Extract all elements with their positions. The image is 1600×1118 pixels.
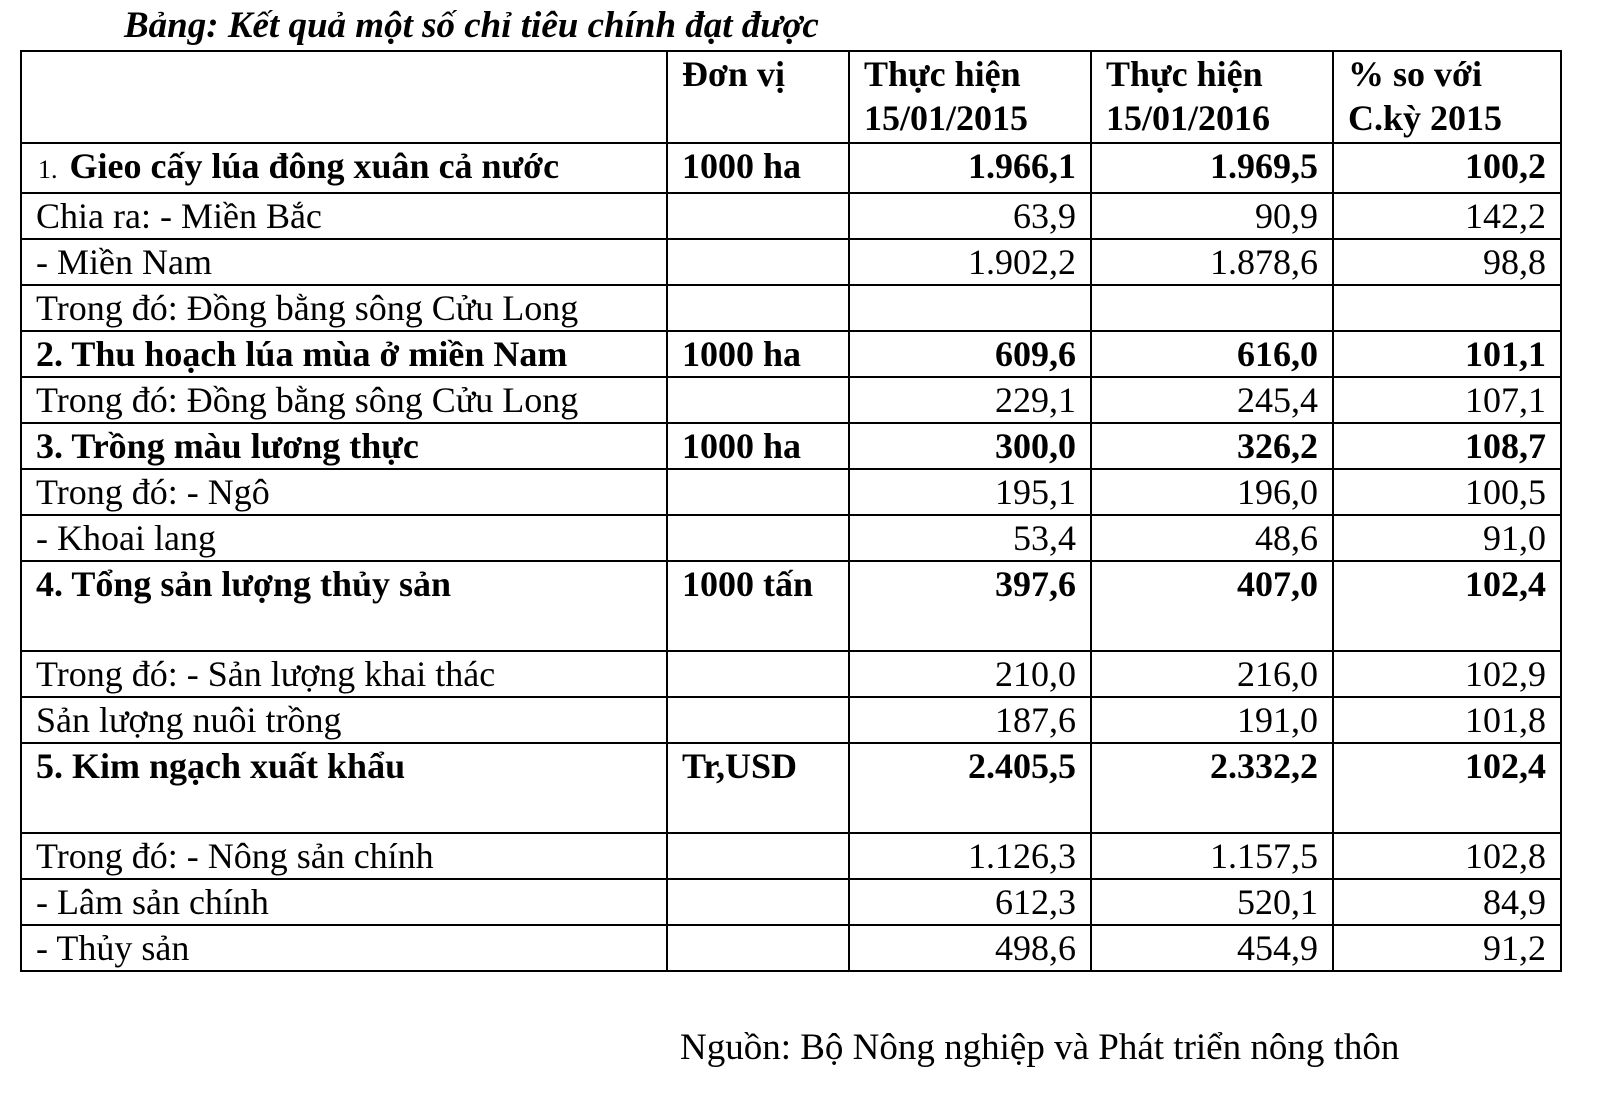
header-row — [21, 51, 1561, 143]
row-percent: 108,7 — [1333, 423, 1561, 469]
header-2015: Thực hiện 15/01/2015 — [849, 51, 1091, 143]
table-row — [21, 143, 1561, 193]
row-value-2016: 1.157,5 — [1091, 833, 1333, 879]
row-value-2015: 612,3 — [849, 879, 1091, 925]
row-unit — [667, 651, 849, 697]
row-unit — [667, 515, 849, 561]
row-label: 5. Kim ngạch xuất khẩu — [21, 743, 667, 833]
row-percent — [1333, 285, 1561, 331]
row-value-2016: 616,0 — [1091, 331, 1333, 377]
table-row — [21, 285, 1561, 331]
row-percent: 100,2 — [1333, 143, 1561, 193]
row-label: 3. Trồng màu lương thực — [21, 423, 667, 469]
row-value-2015: 397,6 — [849, 561, 1091, 651]
row-value-2016: 48,6 — [1091, 515, 1333, 561]
row-unit — [667, 285, 849, 331]
row-value-2015: 1.966,1 — [849, 143, 1091, 193]
row-value-2016: 1.878,6 — [1091, 239, 1333, 285]
table-row — [21, 743, 1561, 833]
source-note: Nguồn: Bộ Nông nghiệp và Phát triển nông thôn — [680, 1027, 1400, 1068]
row-unit — [667, 697, 849, 743]
row-value-2016: 520,1 — [1091, 879, 1333, 925]
row-unit: 1000 ha — [667, 331, 849, 377]
row-value-2016: 454,9 — [1091, 925, 1333, 971]
row-value-2016 — [1091, 285, 1333, 331]
row-value-2015: 2.405,5 — [849, 743, 1091, 833]
row-unit: 1000 tấn — [667, 561, 849, 651]
row-value-2016: 90,9 — [1091, 193, 1333, 239]
row-label: 1. Gieo cấy lúa đông xuân cả nước — [21, 143, 667, 193]
row-value-2015: 498,6 — [849, 925, 1091, 971]
table-row — [21, 879, 1561, 925]
row-label: - Miền Nam — [21, 239, 667, 285]
row-label: 4. Tổng sản lượng thủy sản — [21, 561, 667, 651]
row-unit — [667, 879, 849, 925]
row-value-2015: 300,0 — [849, 423, 1091, 469]
row-label: Sản lượng nuôi trồng — [21, 697, 667, 743]
row-percent: 98,8 — [1333, 239, 1561, 285]
row-unit — [667, 193, 849, 239]
table-title: Bảng: Kết quả một số chỉ tiêu chính đạt được — [124, 5, 819, 46]
row-label: Chia ra: - Miền Bắc — [21, 193, 667, 239]
table-row — [21, 469, 1561, 515]
table-row — [21, 423, 1561, 469]
row-value-2016: 2.332,2 — [1091, 743, 1333, 833]
row-label: - Khoai lang — [21, 515, 667, 561]
row-value-2016: 1.969,5 — [1091, 143, 1333, 193]
table-row — [21, 561, 1561, 651]
row-unit: Tr,USD — [667, 743, 849, 833]
row-percent: 84,9 — [1333, 879, 1561, 925]
row-unit — [667, 469, 849, 515]
row-value-2015: 1.902,2 — [849, 239, 1091, 285]
row-label: Trong đó: - Ngô — [21, 469, 667, 515]
table-row — [21, 651, 1561, 697]
row-label: - Thủy sản — [21, 925, 667, 971]
row-percent: 102,8 — [1333, 833, 1561, 879]
table-row — [21, 331, 1561, 377]
row-unit — [667, 239, 849, 285]
row-label: Trong đó: - Nông sản chính — [21, 833, 667, 879]
row-value-2016: 407,0 — [1091, 561, 1333, 651]
row-value-2015: 187,6 — [849, 697, 1091, 743]
row-unit — [667, 833, 849, 879]
header-2016: Thực hiện 15/01/2016 — [1091, 51, 1333, 143]
table-row — [21, 515, 1561, 561]
row-percent: 101,1 — [1333, 331, 1561, 377]
table-row — [21, 925, 1561, 971]
header-percent: % so với C.kỳ 2015 — [1333, 51, 1561, 143]
row-value-2015: 63,9 — [849, 193, 1091, 239]
row-value-2016: 245,4 — [1091, 377, 1333, 423]
header-unit: Đơn vị — [667, 51, 849, 143]
row-value-2016: 196,0 — [1091, 469, 1333, 515]
row-value-2016: 326,2 — [1091, 423, 1333, 469]
row-label: 2. Thu hoạch lúa mùa ở miền Nam — [21, 331, 667, 377]
row-label: Trong đó: Đồng bằng sông Cửu Long — [21, 285, 667, 331]
row-value-2015 — [849, 285, 1091, 331]
row-label: Trong đó: - Sản lượng khai thác — [21, 651, 667, 697]
row-percent: 101,8 — [1333, 697, 1561, 743]
header-empty-cell — [21, 51, 667, 143]
row-percent: 107,1 — [1333, 377, 1561, 423]
row-value-2015: 195,1 — [849, 469, 1091, 515]
row-label: - Lâm sản chính — [21, 879, 667, 925]
row-unit — [667, 925, 849, 971]
table-row — [21, 193, 1561, 239]
row-value-2015: 210,0 — [849, 651, 1091, 697]
row-percent: 102,4 — [1333, 743, 1561, 833]
table-row — [21, 239, 1561, 285]
indicators-table — [20, 50, 1562, 972]
row-value-2015: 53,4 — [849, 515, 1091, 561]
row-value-2015: 229,1 — [849, 377, 1091, 423]
row-value-2016: 191,0 — [1091, 697, 1333, 743]
row-percent: 91,0 — [1333, 515, 1561, 561]
row-percent: 142,2 — [1333, 193, 1561, 239]
row-percent: 102,4 — [1333, 561, 1561, 651]
row-unit: 1000 ha — [667, 143, 849, 193]
row-unit — [667, 377, 849, 423]
row-value-2015: 609,6 — [849, 331, 1091, 377]
row-percent: 102,9 — [1333, 651, 1561, 697]
table-row — [21, 833, 1561, 879]
row-label: Trong đó: Đồng bằng sông Cửu Long — [21, 377, 667, 423]
table-row — [21, 697, 1561, 743]
row-unit: 1000 ha — [667, 423, 849, 469]
row-value-2016: 216,0 — [1091, 651, 1333, 697]
row-value-2015: 1.126,3 — [849, 833, 1091, 879]
row-percent: 91,2 — [1333, 925, 1561, 971]
row-percent: 100,5 — [1333, 469, 1561, 515]
table-row — [21, 377, 1561, 423]
